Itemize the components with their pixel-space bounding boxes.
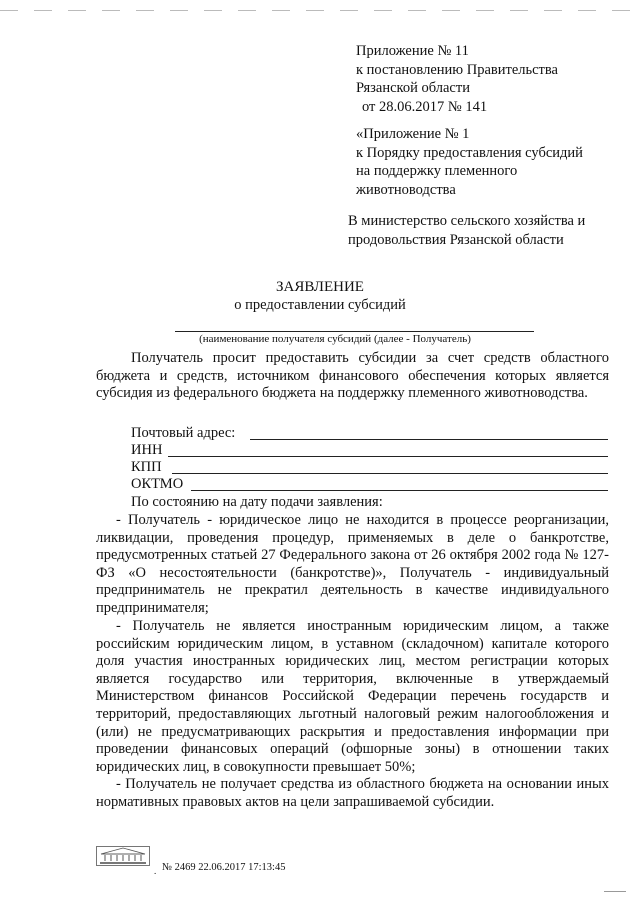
appendix-line: Приложение № 11 xyxy=(356,43,469,59)
intro-text: Получатель просит предоставить субсидии за счет средств областного бюджета и средств, источником финансового обеспечения которых является субсидия из федерального бюджета на поддержку племенного животноводства. xyxy=(96,350,609,402)
inn-line[interactable] xyxy=(168,456,608,457)
registration-mark: . xyxy=(154,866,157,876)
postal-address-label: Почтовый адрес: xyxy=(131,425,236,441)
registration-number: № 2469 22.06.2017 17:13:45 xyxy=(162,862,286,873)
addressee-line: В министерство сельского хозяйства и xyxy=(348,213,586,229)
conditions-lead-text: По состоянию на дату подачи заявления: xyxy=(131,494,383,510)
appendix-ref-line: «Приложение № 1 xyxy=(356,126,470,142)
postal-address-line[interactable] xyxy=(250,439,608,440)
recipient-caption: (наименование получателя субсидий (далее - Получатель) xyxy=(199,333,471,345)
appendix-ref-line: животноводства xyxy=(356,181,456,198)
oktmo-line[interactable] xyxy=(191,490,608,491)
appendix-ref-line: к Порядку предоставления субсидий xyxy=(356,144,583,161)
document-subtitle: о предоставлении субсидий xyxy=(234,297,406,313)
official-building-stamp-icon xyxy=(96,846,150,866)
condition-text: - Получатель не получает средства из областного бюджета на основании иных нормативных правовых актов на цели запрашиваемой субсидии. xyxy=(96,776,609,810)
kpp-line[interactable] xyxy=(172,473,608,474)
oktmo-label: ОКТМО xyxy=(131,476,184,492)
inn-label: ИНН xyxy=(131,442,163,458)
intro-paragraph xyxy=(96,350,609,403)
condition-item xyxy=(96,618,609,776)
appendix-line: Рязанской области xyxy=(356,80,470,96)
addressee-block xyxy=(348,212,585,249)
condition-text: - Получатель не является иностранным юридическим лицом, а также российским юридическим лицом, в уставном (складочном) капитале которого доля участия иностранных юридических лиц, местом регистрации которых является государство или территория, включенные в утверждаемый Министерством финансов Российской Федерации перечень государств и территорий, предоставляющих льготный налоговый режим налогообложения и (или) не предусматривающих раскрытия и предоставления информации при проведении финансовых операций (офшорные зоны) в отношении таких юридических лиц, в совокупности превышает 50%; xyxy=(96,618,609,775)
condition-item xyxy=(96,776,609,811)
appendix-line: от 28.06.2017 № 141 xyxy=(362,98,488,115)
condition-text: - Получатель - юридическое лицо не находится в процессе реорганизации, ликвидации, проведения процедур, применяемых в деле о банкротстве, предусмотренных статьей 27 Федерального закона от 26 октября 2002 года № 127-ФЗ «О несостоятельности (банкротстве)», Получатель - индивидуальный предприниматель не прекратил деятельность в качестве индивидуального предпринимателя; xyxy=(96,512,609,616)
conditions-lead xyxy=(96,494,609,512)
appendix-ref-header xyxy=(356,125,583,199)
scan-edge-top xyxy=(0,10,640,11)
condition-item xyxy=(96,512,609,618)
scan-edge-bottom xyxy=(604,891,626,892)
recipient-name-line[interactable] xyxy=(175,331,534,332)
document-title: ЗАЯВЛЕНИЕ xyxy=(276,279,364,295)
kpp-label: КПП xyxy=(131,459,162,475)
addressee-line: продовольствия Рязанской области xyxy=(348,231,564,248)
appendix-line: к постановлению Правительства xyxy=(356,61,558,78)
appendix-ref-line: на поддержку племенного xyxy=(356,163,518,179)
appendix-main-header xyxy=(356,42,558,116)
